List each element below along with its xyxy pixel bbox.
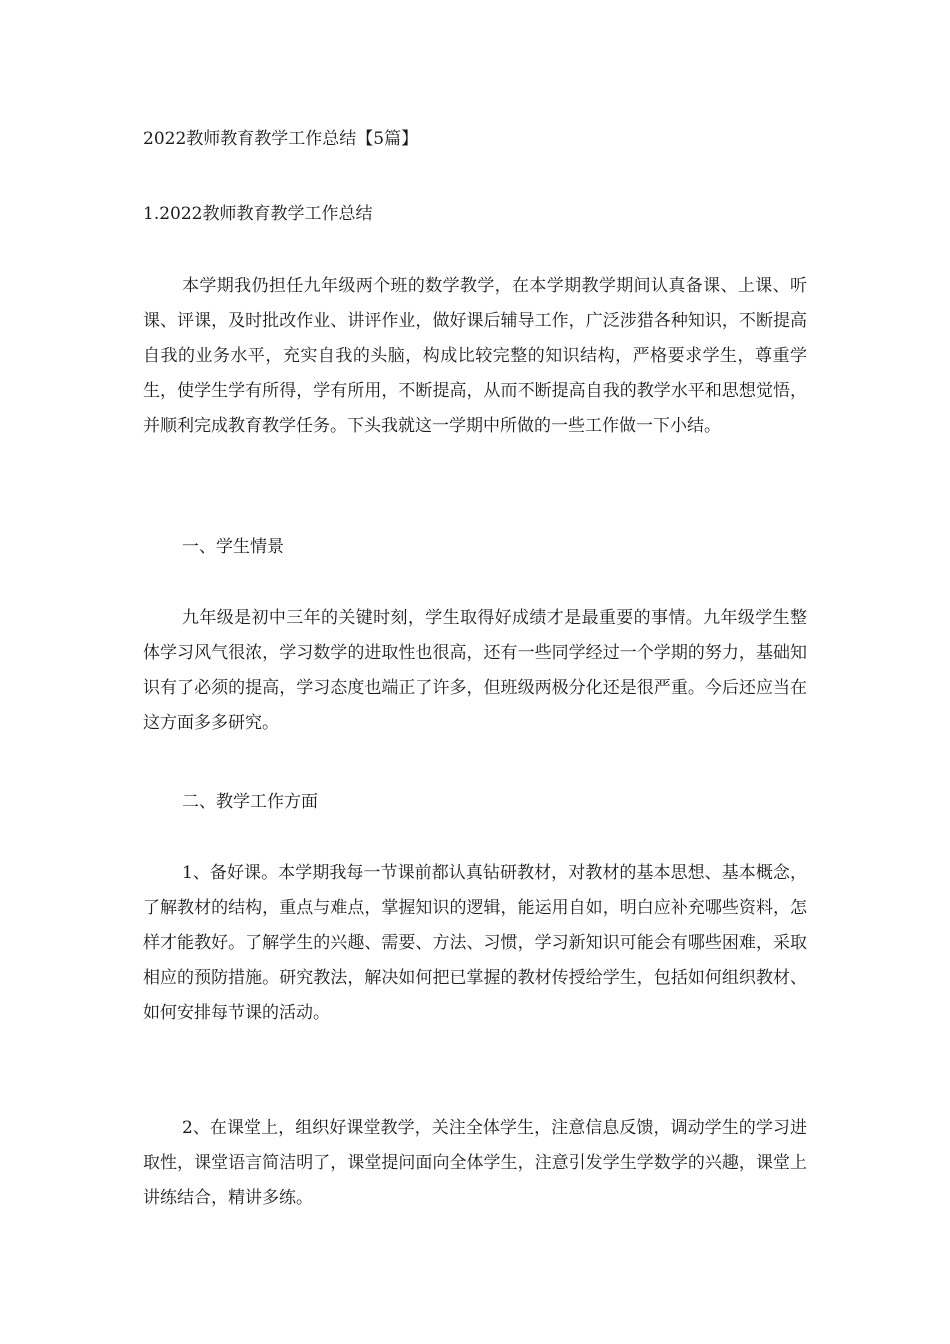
section-heading-teaching: 二、教学工作方面 xyxy=(182,792,318,812)
document-title: 2022教师教育教学工作总结【5篇】 xyxy=(143,129,419,149)
article-subtitle: 1.2022教师教育教学工作总结 xyxy=(143,204,373,224)
intro-paragraph: 本学期我仍担任九年级两个班的数学教学，在本学期教学期间认真备课、上课、听课、评课，及时批改作业、讲评作业，做好课后辅导工作，广泛涉猎各种知识，不断提高自我的业务水平，充实自我的头脑，构成比较完整的知识结构，严格要求学生，尊重学生，使学生学有所得，学有所用，不断提高，从而不断提高自我的教学水平和思想觉悟，并顺利完成教育教学任务。下头我就这一学期中所做的一些工作做一下小结。 xyxy=(143,276,807,436)
lesson-prep-paragraph: 1、备好课。本学期我每一节课前都认真钻研教材，对教材的基本思想、基本概念，了解教材的结构，重点与难点，掌握知识的逻辑，能运用自如，明白应补充哪些资料，怎样才能教好。了解学生的兴趣、需要、方法、习惯，学习新知识可能会有哪些困难，采取相应的预防措施。研究教法，解决如何把已掌握的教材传授给学生，包括如何组织教材、如何安排每节课的活动。 xyxy=(143,863,807,1023)
classroom-paragraph: 2、在课堂上，组织好课堂教学，关注全体学生，注意信息反馈，调动学生的学习进取性，课堂语言简洁明了，课堂提问面向全体学生，注意引发学生学数学的兴趣，课堂上讲练结合，精讲多练。 xyxy=(143,1118,807,1208)
students-paragraph: 九年级是初中三年的关键时刻，学生取得好成绩才是最重要的事情。九年级学生整体学习风气很浓，学习数学的进取性也很高，还有一些同学经过一个学期的努力，基础知识有了必须的提高，学习态度也端正了许多，但班级两极分化还是很严重。今后还应当在这方面多多研究。 xyxy=(143,608,807,733)
section-heading-students: 一、学生情景 xyxy=(182,537,284,557)
